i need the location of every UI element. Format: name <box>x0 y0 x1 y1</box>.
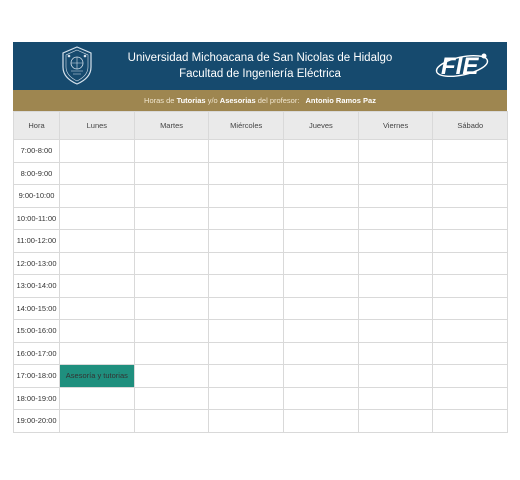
schedule-cell[interactable] <box>284 275 359 298</box>
hour-label: 10:00-11:00 <box>14 207 60 230</box>
faculty-name: Facultad de Ingeniería Eléctrica <box>179 68 341 80</box>
schedule-cell[interactable] <box>60 275 135 298</box>
day-header-martes: Martes <box>134 112 209 140</box>
schedule-cell[interactable] <box>433 140 508 163</box>
table-row <box>14 185 508 208</box>
schedule-cell[interactable] <box>433 297 508 320</box>
schedule-cell[interactable] <box>284 297 359 320</box>
schedule-cell[interactable] <box>60 252 135 275</box>
day-header-miercoles: Miércoles <box>209 112 284 140</box>
hour-label: 16:00-17:00 <box>14 342 60 365</box>
schedule-cell[interactable] <box>358 320 433 343</box>
schedule-cell[interactable] <box>209 410 284 433</box>
schedule-cell[interactable] <box>60 320 135 343</box>
hour-label: 14:00-15:00 <box>14 297 60 320</box>
schedule-cell[interactable] <box>60 297 135 320</box>
schedule-table <box>13 111 508 433</box>
schedule-sheet <box>13 42 507 433</box>
schedule-cell[interactable] <box>60 185 135 208</box>
schedule-cell[interactable] <box>358 140 433 163</box>
schedule-cell[interactable] <box>209 275 284 298</box>
schedule-cell[interactable] <box>433 342 508 365</box>
schedule-header-row <box>14 112 508 140</box>
hour-column-header: Hora <box>14 112 60 140</box>
schedule-cell[interactable] <box>284 140 359 163</box>
schedule-cell[interactable] <box>134 252 209 275</box>
header-banner <box>13 42 507 90</box>
hour-label: 12:00-13:00 <box>14 252 60 275</box>
schedule-cell[interactable] <box>134 342 209 365</box>
schedule-cell[interactable] <box>433 365 508 388</box>
table-row <box>14 252 508 275</box>
schedule-cell[interactable] <box>358 410 433 433</box>
schedule-cell[interactable] <box>284 162 359 185</box>
schedule-cell[interactable] <box>358 297 433 320</box>
schedule-cell[interactable] <box>433 185 508 208</box>
schedule-cell[interactable] <box>134 230 209 253</box>
schedule-cell[interactable] <box>209 185 284 208</box>
table-row <box>14 342 508 365</box>
schedule-cell[interactable] <box>209 230 284 253</box>
schedule-cell[interactable] <box>209 387 284 410</box>
schedule-cell[interactable] <box>134 387 209 410</box>
schedule-cell[interactable] <box>433 320 508 343</box>
schedule-cell[interactable] <box>433 162 508 185</box>
schedule-cell[interactable] <box>358 185 433 208</box>
hour-label: 7:00-8:00 <box>14 140 60 163</box>
schedule-cell[interactable] <box>284 365 359 388</box>
schedule-cell[interactable] <box>358 275 433 298</box>
day-header-jueves: Jueves <box>284 112 359 140</box>
schedule-cell[interactable] <box>358 207 433 230</box>
schedule-cell[interactable] <box>134 410 209 433</box>
subtitle-prefix: Horas de <box>144 96 177 105</box>
schedule-cell[interactable] <box>358 387 433 410</box>
table-row <box>14 297 508 320</box>
schedule-cell[interactable] <box>433 230 508 253</box>
schedule-cell[interactable] <box>134 140 209 163</box>
schedule-cell[interactable] <box>284 410 359 433</box>
table-row <box>14 140 508 163</box>
schedule-cell[interactable] <box>134 185 209 208</box>
fie-logo-icon <box>433 48 491 82</box>
schedule-cell[interactable] <box>284 387 359 410</box>
schedule-cell[interactable] <box>209 297 284 320</box>
schedule-cell[interactable] <box>358 162 433 185</box>
schedule-cell[interactable] <box>134 275 209 298</box>
subtitle-asesorias: Asesorias <box>219 96 256 105</box>
schedule-cell[interactable] <box>209 365 284 388</box>
schedule-cell[interactable] <box>60 342 135 365</box>
schedule-cell[interactable] <box>60 140 135 163</box>
schedule-cell[interactable] <box>134 365 209 388</box>
schedule-cell[interactable] <box>134 207 209 230</box>
schedule-cell[interactable] <box>60 410 135 433</box>
schedule-entry[interactable]: Asesoría y tutorias <box>60 365 135 388</box>
table-row <box>14 320 508 343</box>
schedule-cell[interactable] <box>60 207 135 230</box>
schedule-cell[interactable] <box>433 275 508 298</box>
schedule-cell[interactable] <box>284 252 359 275</box>
schedule-cell[interactable] <box>433 252 508 275</box>
schedule-cell[interactable] <box>433 410 508 433</box>
schedule-cell[interactable] <box>209 162 284 185</box>
schedule-cell[interactable] <box>358 230 433 253</box>
hour-label: 18:00-19:00 <box>14 387 60 410</box>
table-row <box>14 410 508 433</box>
schedule-cell[interactable] <box>284 207 359 230</box>
schedule-cell[interactable] <box>134 297 209 320</box>
schedule-cell[interactable] <box>209 342 284 365</box>
day-header-viernes: Viernes <box>358 112 433 140</box>
subtitle-tutorias: Tutorias <box>176 96 206 105</box>
schedule-cell[interactable] <box>284 342 359 365</box>
schedule-cell[interactable] <box>433 387 508 410</box>
hour-label: 11:00-12:00 <box>14 230 60 253</box>
table-row <box>14 230 508 253</box>
schedule-cell[interactable] <box>433 207 508 230</box>
table-row <box>14 207 508 230</box>
schedule-cell[interactable] <box>209 207 284 230</box>
university-name: Universidad Michoacana de San Nicolas de Hidalgo <box>127 52 393 64</box>
schedule-cell[interactable] <box>358 252 433 275</box>
hour-label: 15:00-16:00 <box>14 320 60 343</box>
day-header-lunes: Lunes <box>60 112 135 140</box>
table-row <box>14 162 508 185</box>
university-seal-icon <box>59 45 95 85</box>
schedule-cell[interactable] <box>134 162 209 185</box>
table-row <box>14 275 508 298</box>
schedule-cell[interactable] <box>284 230 359 253</box>
schedule-body <box>14 140 508 433</box>
schedule-cell[interactable] <box>284 320 359 343</box>
hour-label: 19:00-20:00 <box>14 410 60 433</box>
hour-label: 9:00-10:00 <box>14 185 60 208</box>
table-row <box>14 365 508 388</box>
schedule-cell[interactable] <box>284 185 359 208</box>
hour-label: 17:00-18:00 <box>14 365 60 388</box>
schedule-cell[interactable] <box>358 342 433 365</box>
schedule-cell[interactable] <box>60 230 135 253</box>
professor-bar <box>13 90 507 111</box>
schedule-cell[interactable] <box>209 252 284 275</box>
subtitle-suffix: del profesor: <box>255 96 302 105</box>
schedule-cell[interactable] <box>209 140 284 163</box>
hour-label: 13:00-14:00 <box>14 275 60 298</box>
hour-label: 8:00-9:00 <box>14 162 60 185</box>
fie-logo-text: FIE <box>441 53 479 80</box>
schedule-cell[interactable] <box>209 320 284 343</box>
day-header-sabado: Sábado <box>433 112 508 140</box>
schedule-cell[interactable] <box>358 365 433 388</box>
schedule-cell[interactable] <box>134 320 209 343</box>
subtitle-conj: y/o <box>205 96 220 105</box>
professor-name: Antonio Ramos Paz <box>305 96 376 105</box>
table-row <box>14 387 508 410</box>
schedule-cell[interactable] <box>60 387 135 410</box>
schedule-cell[interactable] <box>60 162 135 185</box>
